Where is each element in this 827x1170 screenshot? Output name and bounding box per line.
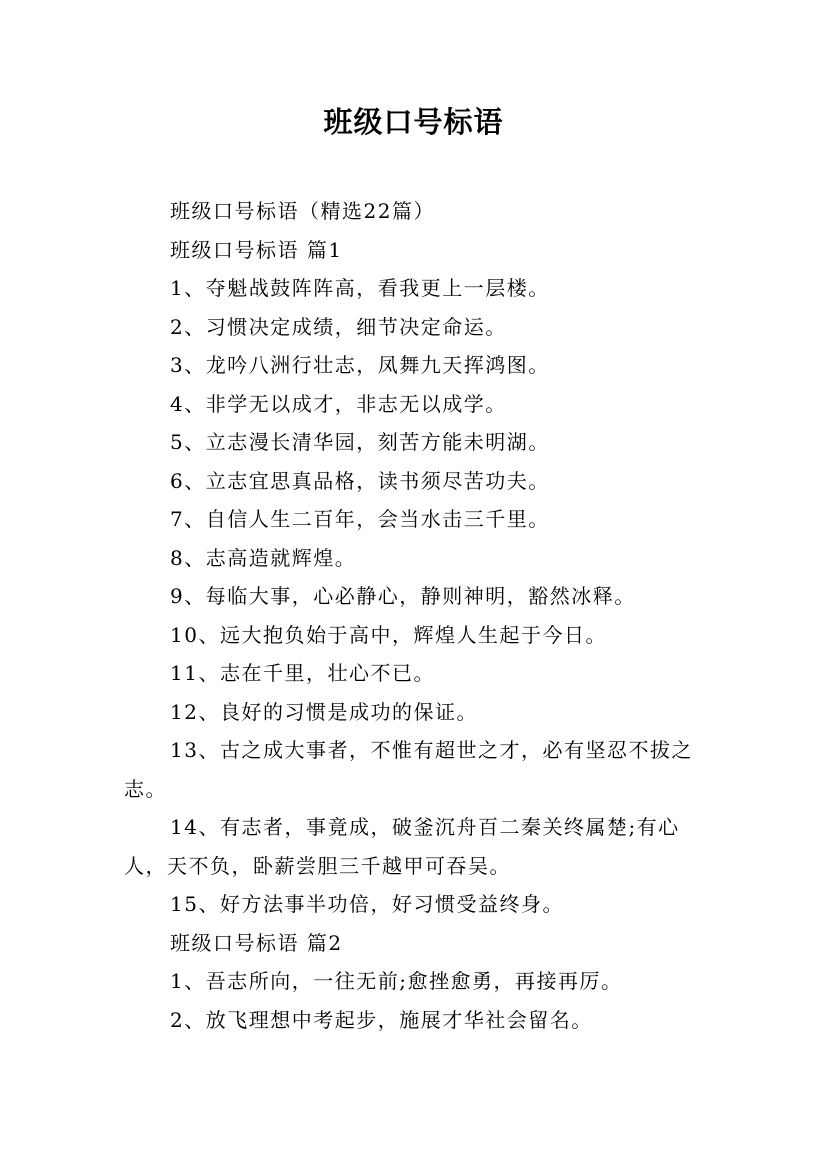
document-body (124, 192, 712, 1039)
slogan-line: 9、每临大事，心必静心，静则神明，豁然冰释。 (170, 584, 636, 608)
slogan-line: 14、有志者，事竟成，破釜沉舟百二秦关终属楚;有心人，天不负，卧薪尝胆三千越甲可吞吴。 (124, 815, 680, 878)
section-heading: 班级口号标语 篇1 (170, 237, 343, 262)
slogan-line: 1、吾志所向，一往无前;愈挫愈勇，再接再厉。 (170, 969, 623, 993)
slogan-line: 2、放飞理想中考起步，施展才华社会留名。 (170, 1007, 593, 1032)
document-title: 班级口号标语 (323, 105, 504, 139)
slogan-line: 10、远大抱负始于高中，辉煌人生起于今日。 (170, 622, 607, 647)
slogan-line: 5、立志漫长清华园，刻苦方能未明湖。 (170, 430, 550, 454)
slogan-line: 2、习惯决定成绩，细节决定命运。 (170, 314, 507, 339)
slogan-line: 7、自信人生二百年，会当水击三千里。 (170, 507, 550, 531)
slogan-line: 13、古之成大事者，不惟有超世之才，必有坚忍不拔之志。 (124, 738, 693, 801)
slogan-line: 11、志在千里，壮心不已。 (170, 661, 435, 685)
slogan-line: 3、龙吟八洲行壮志，凤舞九天挥鸿图。 (170, 353, 550, 377)
slogan-line: 6、立志宜思真品格，读书须尽苦功夫。 (170, 468, 550, 493)
subtitle-line: 班级口号标语（精选22篇） (170, 199, 435, 223)
slogan-line: 4、非学无以成才，非志无以成学。 (170, 391, 507, 416)
slogan-line: 1、夺魁战鼓阵阵高，看我更上一层楼。 (170, 276, 550, 300)
section-heading: 班级口号标语 篇2 (170, 930, 343, 955)
slogan-line: 15、好方法事半功倍，好习惯受益终身。 (170, 892, 564, 916)
slogan-line: 12、良好的习惯是成功的保证。 (170, 699, 478, 724)
slogan-line: 8、志高造就辉煌。 (170, 545, 357, 570)
